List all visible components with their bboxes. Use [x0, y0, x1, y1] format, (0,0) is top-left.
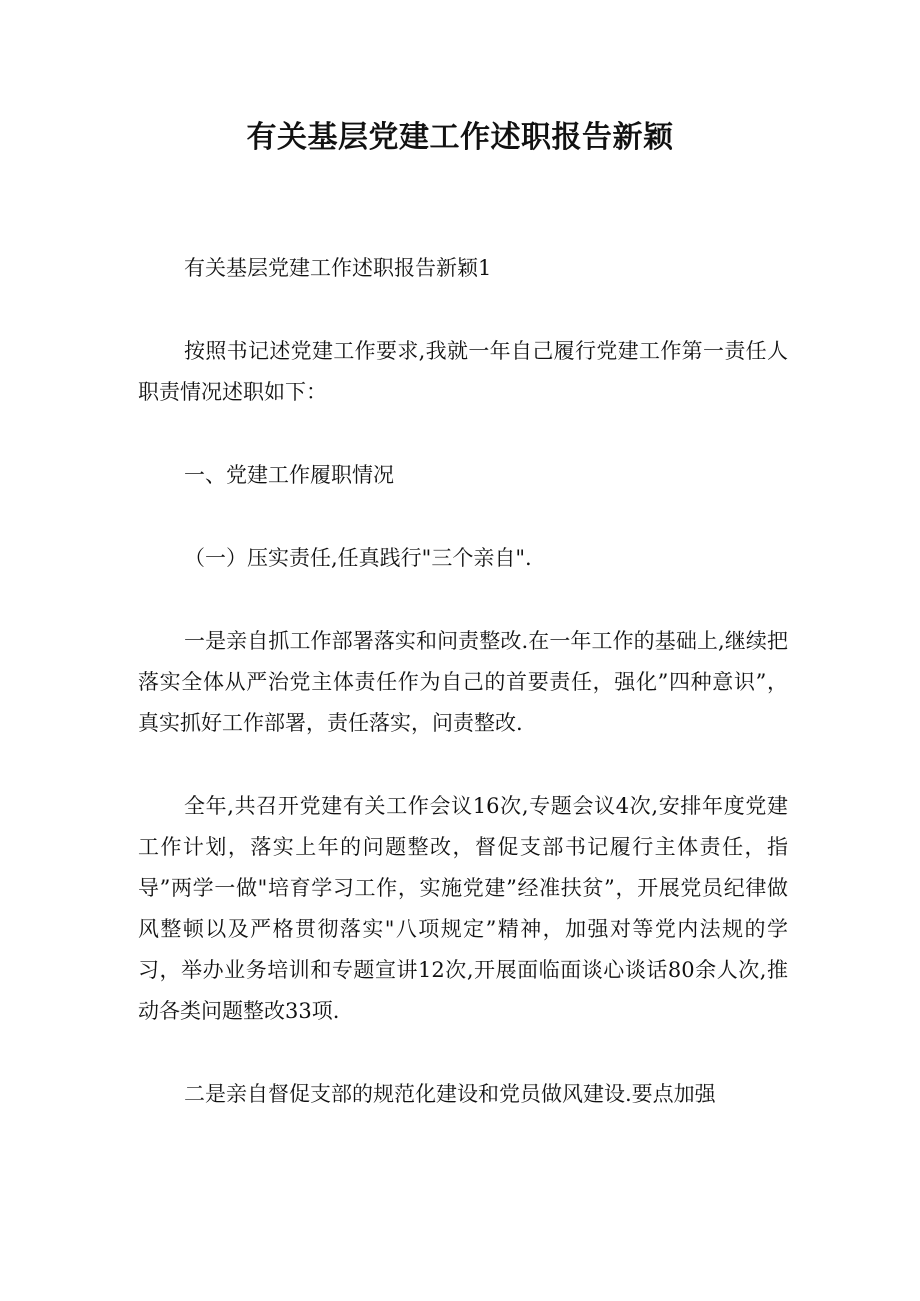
document-title: 有关基层党建工作述职报告新颖: [246, 120, 674, 155]
paragraph-item-1: 一是亲自抓工作部署落实和问责整改.在一年工作的基础上,继续把落实全体从严治党主体责任作为自己的首要责任，强化”四种意识”，真实抓好工作部署，责任落实，问责整改.: [138, 629, 788, 735]
report-subtitle: 有关基层党建工作述职报告新颖1: [184, 256, 492, 280]
intro-paragraph: 按照书记述党建工作要求,我就一年自己履行党建工作第一责任人职责情况述职如下：: [138, 339, 788, 404]
paragraph-item-2: 二是亲自督促支部的规范化建设和党员做风建设.要点加强: [184, 1082, 716, 1106]
section-heading-1: 一、党建工作履职情况: [184, 463, 394, 487]
paragraph-statistics: 全年,共召开党建有关工作会议16次,专题会议4次,安排年度党建工作计划，落实上年的问题整改，督促支部书记履行主体责任，指导”两学一做"培育学习工作，实施党建”经准扶贫”，开展党员纪律做风整顿以及严格贯彻落实"八项规定”精神，加强对等党内法规的学习，举办业务培训和专题宣讲12次,开展面临面谈心谈话80余人次,推动各类问题整改33项.: [138, 794, 788, 1023]
subsection-heading-1: （一）压实责任,任真践行"三个亲自".: [184, 546, 532, 570]
document-body: [138, 248, 788, 1115]
